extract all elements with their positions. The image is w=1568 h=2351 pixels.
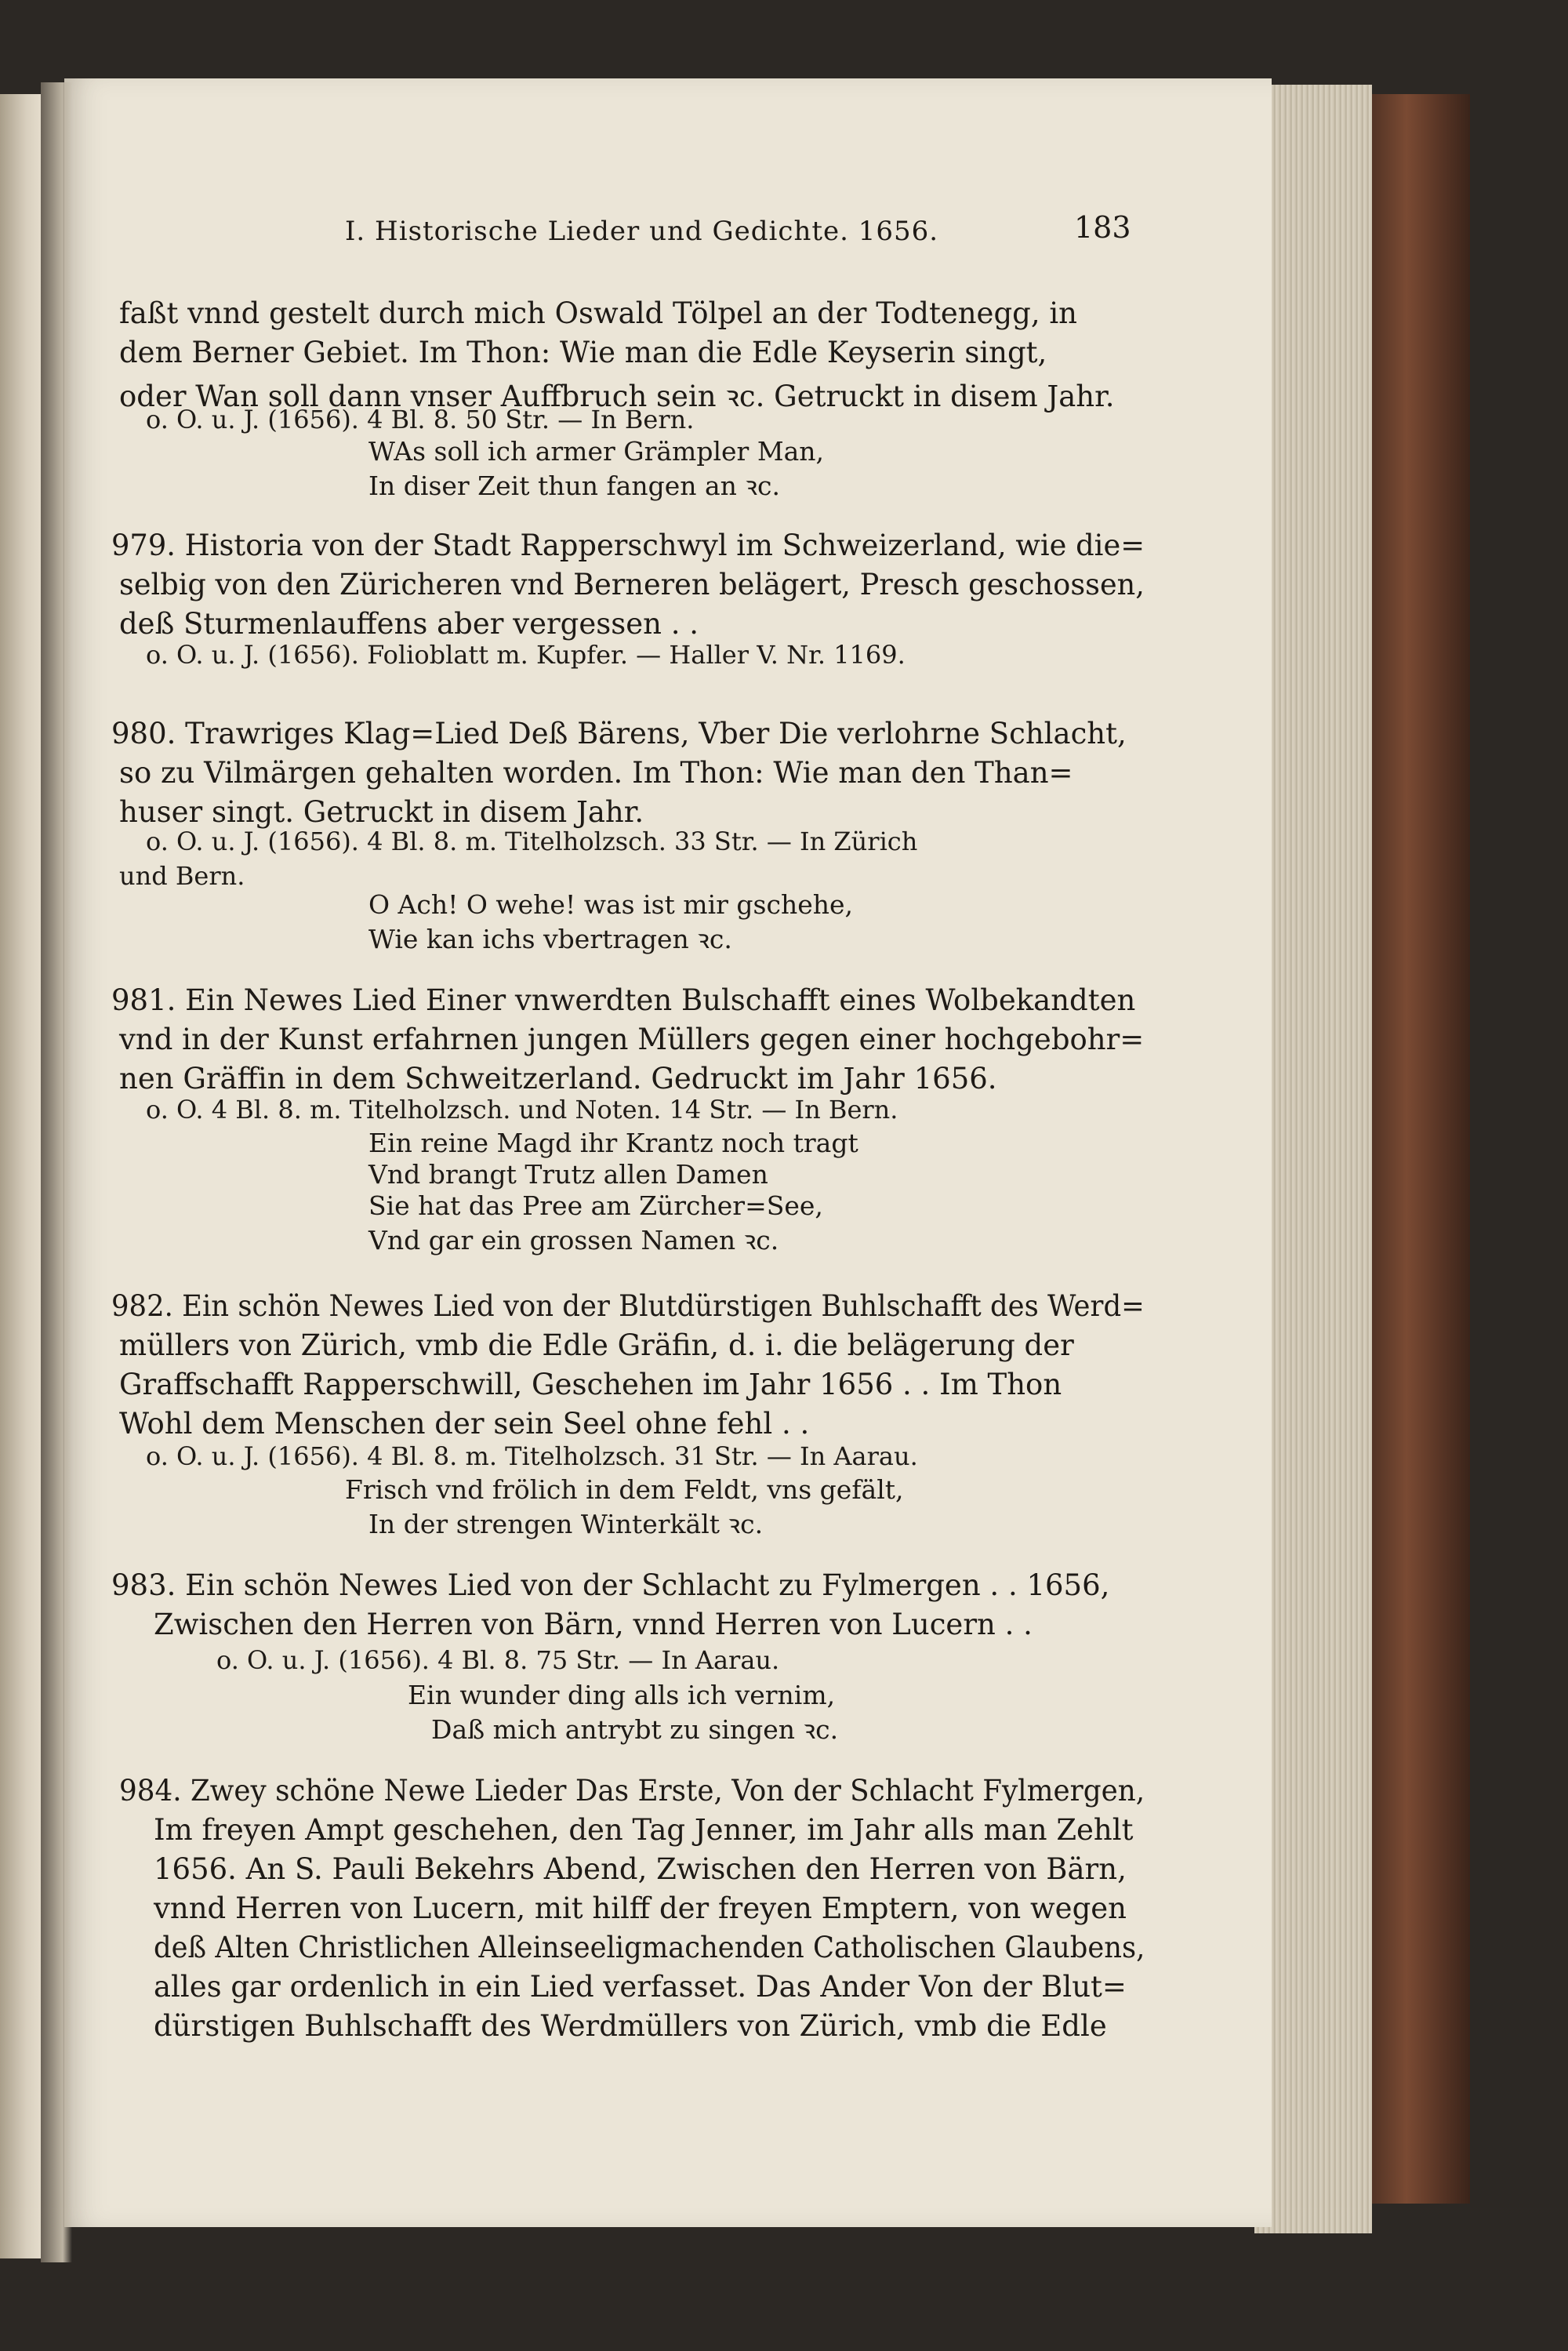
verse-line: WAs soll ich armer Grämpler Man, xyxy=(368,436,825,467)
text-line: dürstigen Buhlschafft des Werdmüllers von Zürich, vmb die Edle xyxy=(154,2009,1107,2043)
verse-line: In diser Zeit thun fangen an ꝛc. xyxy=(368,471,781,501)
text-line: huser singt. Getruckt in disem Jahr. xyxy=(119,795,644,829)
text-line: nen Gräffin in dem Schweitzerland. Gedruckt im Jahr 1656. xyxy=(119,1062,997,1096)
text-line: selbig von den Züricheren vnd Berneren belägert, Presch geschossen, xyxy=(119,568,1145,601)
text-line: und Bern. xyxy=(119,861,245,891)
text-line: oder Wan soll dann vnser Auffbruch sein ꝛc. Getruckt in disem Jahr. xyxy=(119,380,1115,413)
text-line: o. O. u. J. (1656). Folioblatt m. Kupfer. — Haller V. Nr. 1169. xyxy=(146,640,906,670)
text-line: deß Alten Christlichen Alleinseeligmachenden Catholischen Glaubens, xyxy=(154,1931,1145,1964)
verse-line: Wie kan ichs vbertragen ꝛc. xyxy=(368,924,732,954)
verse-line: Daß mich antrybt zu singen ꝛc. xyxy=(431,1714,839,1745)
entry-line: 983. Ein schön Newes Lied von der Schlacht zu Fylmergen . . 1656, xyxy=(111,1568,1110,1602)
running-title: I. Historische Lieder und Gedichte. 1656. xyxy=(345,216,939,247)
verse-line: Vnd gar ein grossen Namen ꝛc. xyxy=(368,1225,779,1255)
entry-line: 984. Zwey schöne Newe Lieder Das Erste, Von der Schlacht Fylmergen, xyxy=(119,1774,1145,1808)
text-line: faßt vnnd gestelt durch mich Oswald Tölpel an der Todtenegg, in xyxy=(119,296,1078,330)
page-number: 183 xyxy=(1074,210,1131,245)
text-line: Wohl dem Menschen der sein Seel ohne fehl . . xyxy=(119,1407,810,1441)
left-page-sliver xyxy=(0,94,44,2258)
text-line: vnnd Herren von Lucern, mit hilff der freyen Emptern, von wegen xyxy=(154,1891,1127,1925)
text-line: Zwischen den Herren von Bärn, vnnd Herren von Lucern . . xyxy=(154,1608,1033,1641)
text-line: 1656. An S. Pauli Bekehrs Abend, Zwischen den Herren von Bärn, xyxy=(154,1852,1127,1886)
text-line: Graffschafft Rapperschwill, Geschehen im Jahr 1656 . . Im Thon xyxy=(119,1368,1062,1401)
text-line: o. O. u. J. (1656). 4 Bl. 8. m. Titelholzsch. 31 Str. — In Aarau. xyxy=(146,1441,918,1471)
page-edges xyxy=(1254,85,1372,2233)
verse-line: Ein wunder ding alls ich vernim, xyxy=(408,1680,836,1710)
text-line: dem Berner Gebiet. Im Thon: Wie man die Edle Keyserin singt, xyxy=(119,336,1047,369)
verse-line: O Ach! O wehe! was ist mir gschehe, xyxy=(368,889,854,920)
text-line: o. O. u. J. (1656). 4 Bl. 8. 75 Str. — In Aarau. xyxy=(216,1645,780,1675)
text-line: o. O. u. J. (1656). 4 Bl. 8. m. Titelholzsch. 33 Str. — In Zürich xyxy=(146,827,918,856)
text-line: alles gar ordenlich in ein Lied verfasset. Das Ander Von der Blut= xyxy=(154,1970,1127,2004)
entry-line: 979. Historia von der Stadt Rapperschwyl im Schweizerland, wie die= xyxy=(111,529,1145,562)
text-line: o. O. 4 Bl. 8. m. Titelholzsch. und Noten. 14 Str. — In Bern. xyxy=(146,1095,898,1125)
text-line: so zu Vilmärgen gehalten worden. Im Thon: Wie man den Than= xyxy=(119,756,1073,790)
text-line: müllers von Zürich, vmb die Edle Gräfin, d. i. die belägerung der xyxy=(119,1328,1074,1362)
verse-line: Frisch vnd frölich in dem Feldt, vns gefält, xyxy=(345,1474,904,1505)
verse-line: Sie hat das Pree am Zürcher=See, xyxy=(368,1190,823,1221)
text-line: vnd in der Kunst erfahrnen jungen Müllers gegen einer hochgebohr= xyxy=(119,1023,1145,1056)
entry-line: 980. Trawriges Klag=Lied Deß Bärens, Vber Die verlohrne Schlacht, xyxy=(111,717,1127,750)
verse-line: Ein reine Magd ihr Krantz noch tragt xyxy=(368,1128,858,1158)
text-line: Im freyen Ampt geschehen, den Tag Jenner, im Jahr alls man Zehlt xyxy=(154,1813,1134,1847)
verse-line: In der strengen Winterkält ꝛc. xyxy=(368,1509,764,1539)
text-line: o. O. u. J. (1656). 4 Bl. 8. 50 Str. — In Bern. xyxy=(146,405,695,434)
entry-line: 981. Ein Newes Lied Einer vnwerdten Bulschafft eines Wolbekandten xyxy=(111,983,1136,1017)
book-gutter xyxy=(41,82,72,2262)
verse-line: Vnd brangt Trutz allen Damen xyxy=(368,1159,768,1190)
book-cover-edge xyxy=(1364,94,1470,2204)
text-line: deß Sturmenlauffens aber vergessen . . xyxy=(119,607,699,641)
entry-line: 982. Ein schön Newes Lied von der Blutdürstigen Buhlschafft des Werd= xyxy=(111,1289,1145,1323)
